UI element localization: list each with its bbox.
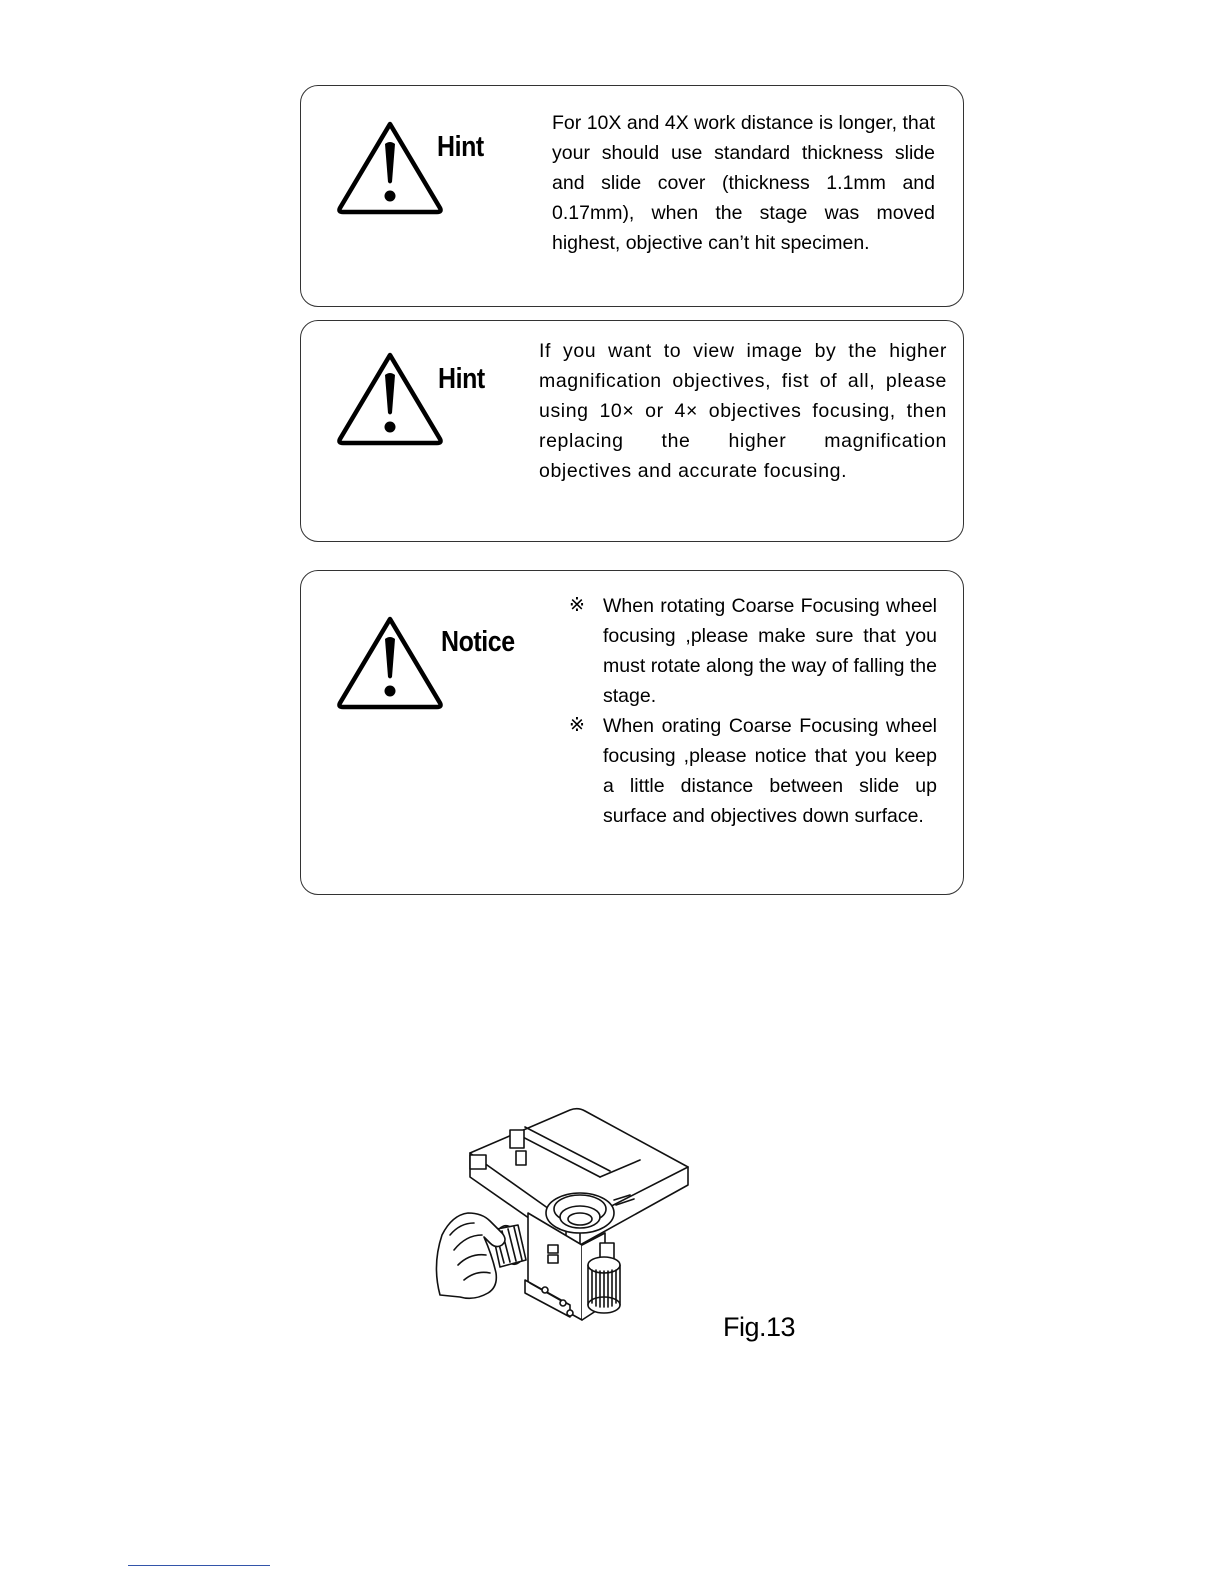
hint-box	[300, 320, 964, 542]
notice-bullet	[569, 591, 937, 711]
hint-text: If you want to view image by the higher magnification objectives, fist of all, please using 10× or 4× objectives focusing, then replacing the higher magnification objectives and accurate focusing.	[539, 340, 947, 482]
microscope-stage-illustration	[430, 1105, 705, 1335]
notice-bullet-text: When orating Coarse Focusing wheel focusing ,please notice that you keep a little distance between slide up surface and objectives down surface.	[603, 715, 937, 827]
notice-box	[300, 570, 964, 895]
notice-bullet-list	[569, 591, 937, 831]
warning-triangle-icon	[334, 349, 446, 447]
notice-bullet-text: When rotating Coarse Focusing wheel focusing ,please make sure that you must rotate along the way of falling the stage.	[603, 595, 937, 707]
hint-label: Hint	[438, 363, 485, 395]
hint-label: Hint	[437, 131, 484, 163]
footer-rule	[128, 1565, 270, 1566]
reference-mark-icon: ※	[569, 715, 585, 736]
warning-triangle-icon	[334, 613, 446, 711]
hint-box	[300, 85, 964, 307]
notice-label: Notice	[441, 626, 515, 658]
reference-mark-icon: ※	[569, 595, 585, 616]
figure-caption: Fig.13	[723, 1312, 796, 1342]
warning-triangle-icon	[334, 118, 446, 216]
hint-text: For 10X and 4X work distance is longer, that your should use standard thickness slide and slide cover (thickness 1.1mm and 0.17mm), when the stage was moved highest, objective can’t hit specimen.	[552, 112, 935, 254]
notice-bullet	[569, 711, 937, 831]
